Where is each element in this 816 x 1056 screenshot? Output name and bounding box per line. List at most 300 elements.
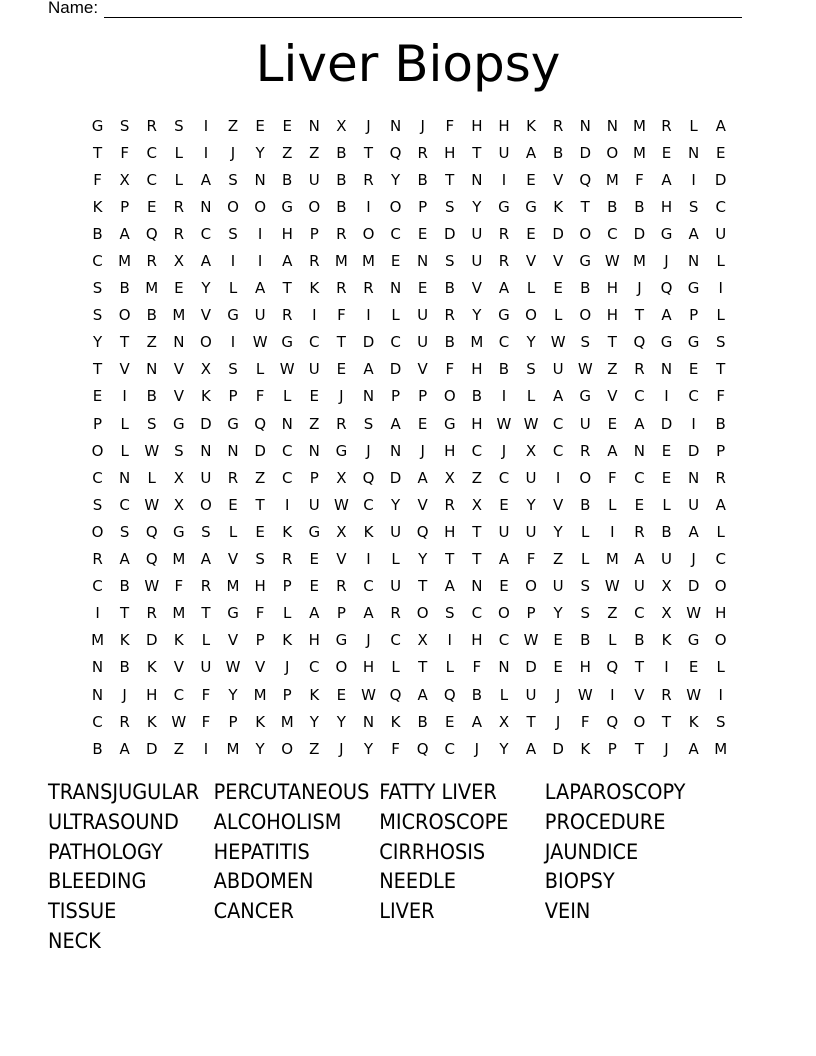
grid-letter[interactable]: Z <box>607 604 618 623</box>
grid-letter[interactable]: O <box>498 604 510 623</box>
grid-letter[interactable]: Q <box>416 522 429 541</box>
grid-letter[interactable]: B <box>580 279 591 298</box>
grid-letter[interactable]: J <box>122 685 127 704</box>
grid-letter[interactable]: V <box>173 360 184 379</box>
grid-letter[interactable]: U <box>417 306 429 325</box>
grid-letter[interactable]: J <box>339 739 344 758</box>
grid-letter[interactable]: N <box>417 252 429 271</box>
grid-letter[interactable]: A <box>688 224 699 243</box>
grid-letter[interactable]: D <box>200 414 212 433</box>
grid-letter[interactable]: A <box>688 739 699 758</box>
grid-letter[interactable]: F <box>120 143 129 162</box>
grid-letter[interactable]: A <box>498 279 510 298</box>
grid-letter[interactable]: C <box>498 631 510 650</box>
grid-letter[interactable]: C <box>634 387 645 406</box>
grid-letter[interactable]: R <box>173 224 185 243</box>
grid-letter[interactable]: W <box>523 631 539 650</box>
grid-letter[interactable]: L <box>120 441 129 460</box>
grid-letter[interactable]: G <box>660 333 673 352</box>
grid-letter[interactable]: Z <box>553 550 564 569</box>
grid-letter[interactable]: I <box>366 306 371 325</box>
grid-letter[interactable]: Q <box>145 522 158 541</box>
grid-letter[interactable]: O <box>91 522 104 541</box>
grid-letter[interactable]: M <box>714 739 728 758</box>
grid-letter[interactable]: B <box>634 631 645 650</box>
grid-letter[interactable]: H <box>308 631 320 650</box>
grid-letter[interactable]: E <box>526 170 536 189</box>
grid-letter[interactable]: X <box>336 468 347 487</box>
grid-letter[interactable]: T <box>418 658 428 677</box>
grid-letter[interactable]: V <box>553 170 564 189</box>
grid-letter[interactable]: B <box>607 197 618 216</box>
grid-letter[interactable]: W <box>604 577 620 596</box>
grid-letter[interactable]: O <box>335 658 348 677</box>
grid-letter[interactable]: X <box>417 631 428 650</box>
grid-letter[interactable]: L <box>201 631 211 650</box>
grid-letter[interactable]: S <box>228 224 238 243</box>
grid-letter[interactable]: D <box>362 333 375 352</box>
grid-letter[interactable]: Z <box>309 739 320 758</box>
grid-letter[interactable]: R <box>146 116 157 135</box>
grid-letter[interactable]: F <box>608 468 617 487</box>
grid-letter[interactable]: N <box>389 116 402 135</box>
grid-letter[interactable]: R <box>552 116 564 135</box>
grid-letter[interactable]: D <box>687 577 700 596</box>
grid-letter[interactable]: K <box>661 631 672 650</box>
grid-letter[interactable]: A <box>661 170 672 189</box>
grid-letter[interactable]: S <box>688 197 699 216</box>
grid-letter[interactable]: U <box>498 143 510 162</box>
grid-letter[interactable]: T <box>201 604 211 623</box>
grid-letter[interactable]: F <box>635 170 644 189</box>
grid-letter[interactable]: S <box>363 414 374 433</box>
grid-letter[interactable]: Z <box>309 414 320 433</box>
grid-letter[interactable]: T <box>363 143 374 162</box>
grid-letter[interactable]: D <box>552 739 564 758</box>
grid-letter[interactable]: L <box>526 279 536 298</box>
grid-letter[interactable]: V <box>607 387 618 406</box>
grid-letter[interactable]: W <box>577 685 593 704</box>
grid-letter[interactable]: G <box>687 333 700 352</box>
grid-letter[interactable]: O <box>308 197 321 216</box>
grid-letter[interactable]: U <box>715 224 727 243</box>
grid-letter[interactable]: V <box>119 360 130 379</box>
grid-letter[interactable]: C <box>390 333 401 352</box>
grid-letter[interactable]: R <box>146 604 157 623</box>
grid-letter[interactable]: L <box>716 658 725 677</box>
grid-letter[interactable]: V <box>417 495 428 514</box>
grid-letter[interactable]: Y <box>418 550 428 569</box>
grid-letter[interactable]: T <box>580 197 590 216</box>
grid-letter[interactable]: S <box>201 522 211 541</box>
grid-letter[interactable]: I <box>501 170 507 189</box>
grid-letter[interactable]: J <box>420 441 425 460</box>
grid-letter[interactable]: M <box>118 252 132 271</box>
grid-letter[interactable]: I <box>555 468 561 487</box>
grid-letter[interactable]: B <box>336 197 347 216</box>
grid-letter[interactable]: N <box>687 143 700 162</box>
grid-letter[interactable]: F <box>580 712 590 731</box>
grid-letter[interactable]: W <box>279 360 295 379</box>
grid-letter[interactable]: O <box>525 306 537 325</box>
grid-letter[interactable]: D <box>525 658 537 677</box>
grid-letter[interactable]: C <box>281 468 293 487</box>
grid-letter[interactable]: F <box>337 306 346 325</box>
grid-letter[interactable]: T <box>120 333 130 352</box>
grid-letter[interactable]: S <box>580 577 590 596</box>
grid-letter[interactable]: Q <box>606 712 619 731</box>
grid-letter[interactable]: I <box>664 658 669 677</box>
grid-letter[interactable]: C <box>173 685 185 704</box>
grid-letter[interactable]: I <box>257 252 263 271</box>
grid-letter[interactable]: R <box>309 252 320 271</box>
grid-letter[interactable]: Q <box>579 170 592 189</box>
grid-letter[interactable]: P <box>255 631 265 650</box>
grid-letter[interactable]: G <box>173 522 185 541</box>
grid-letter[interactable]: A <box>634 414 645 433</box>
grid-letter[interactable]: V <box>553 495 564 514</box>
grid-letter[interactable]: M <box>632 252 646 271</box>
grid-letter[interactable]: A <box>119 739 130 758</box>
grid-letter[interactable]: C <box>715 197 726 216</box>
grid-letter[interactable]: H <box>471 360 483 379</box>
grid-letter[interactable]: L <box>174 143 183 162</box>
grid-letter[interactable]: B <box>444 279 455 298</box>
grid-letter[interactable]: F <box>472 658 482 677</box>
grid-letter[interactable]: O <box>91 441 104 460</box>
grid-letter[interactable]: H <box>444 441 456 460</box>
grid-letter[interactable]: G <box>173 414 185 433</box>
grid-letter[interactable]: A <box>525 143 537 162</box>
grid-letter[interactable]: J <box>664 252 669 271</box>
grid-letter[interactable]: G <box>498 306 510 325</box>
grid-letter[interactable]: I <box>691 414 696 433</box>
grid-letter[interactable]: D <box>579 143 592 162</box>
grid-letter[interactable]: C <box>634 604 645 623</box>
grid-letter[interactable]: C <box>552 414 564 433</box>
grid-letter[interactable]: G <box>227 306 239 325</box>
grid-letter[interactable]: B <box>552 143 564 162</box>
grid-letter[interactable]: M <box>362 252 375 271</box>
grid-letter[interactable]: W <box>171 712 187 731</box>
grid-letter[interactable]: A <box>634 550 645 569</box>
grid-letter[interactable]: U <box>498 522 510 541</box>
grid-letter[interactable]: H <box>254 577 266 596</box>
grid-letter[interactable]: L <box>228 279 238 298</box>
grid-letter[interactable]: J <box>501 441 507 460</box>
grid-letter[interactable]: E <box>309 550 320 569</box>
grid-letter[interactable]: A <box>282 252 293 271</box>
grid-letter[interactable]: V <box>417 360 428 379</box>
grid-letter[interactable]: W <box>496 414 512 433</box>
grid-letter[interactable]: K <box>173 631 184 650</box>
grid-letter[interactable]: M <box>605 550 619 569</box>
grid-letter[interactable]: N <box>389 441 402 460</box>
grid-letter[interactable]: E <box>255 522 265 541</box>
grid-letter[interactable]: L <box>526 387 536 406</box>
grid-letter[interactable]: S <box>119 116 130 135</box>
grid-letter[interactable]: W <box>686 685 702 704</box>
grid-letter[interactable]: J <box>420 116 425 135</box>
grid-letter[interactable]: Y <box>309 712 319 731</box>
grid-letter[interactable]: L <box>174 170 183 189</box>
grid-letter[interactable]: U <box>417 333 429 352</box>
grid-letter[interactable]: C <box>498 333 510 352</box>
grid-letter[interactable]: I <box>501 387 507 406</box>
grid-letter[interactable]: P <box>336 604 346 623</box>
grid-letter[interactable]: C <box>390 224 401 243</box>
grid-letter[interactable]: N <box>389 279 402 298</box>
grid-letter[interactable]: K <box>309 279 320 298</box>
grid-letter[interactable]: Y <box>363 739 374 758</box>
grid-letter[interactable]: Y <box>499 739 509 758</box>
grid-letter[interactable]: C <box>200 224 212 243</box>
grid-letter[interactable]: R <box>390 604 401 623</box>
grid-letter[interactable]: E <box>309 387 320 406</box>
grid-letter[interactable]: P <box>689 306 699 325</box>
grid-letter[interactable]: G <box>660 224 673 243</box>
grid-letter[interactable]: V <box>634 685 645 704</box>
grid-letter[interactable]: U <box>200 658 212 677</box>
grid-letter[interactable]: B <box>92 224 103 243</box>
grid-letter[interactable]: Y <box>336 712 346 731</box>
grid-letter[interactable]: F <box>716 387 726 406</box>
grid-letter[interactable]: U <box>579 414 591 433</box>
grid-letter[interactable]: Q <box>606 658 619 677</box>
grid-letter[interactable]: A <box>661 306 672 325</box>
grid-letter[interactable]: S <box>255 550 265 569</box>
grid-letter[interactable]: N <box>687 468 700 487</box>
grid-letter[interactable]: A <box>363 360 374 379</box>
grid-letter[interactable]: E <box>92 387 103 406</box>
grid-letter[interactable]: K <box>688 712 699 731</box>
grid-letter[interactable]: E <box>499 495 509 514</box>
grid-letter[interactable]: O <box>579 224 592 243</box>
grid-letter[interactable]: X <box>173 495 184 514</box>
grid-letter[interactable]: U <box>308 495 320 514</box>
grid-letter[interactable]: K <box>201 387 211 406</box>
grid-letter[interactable]: C <box>281 441 293 460</box>
grid-letter[interactable]: V <box>227 631 239 650</box>
grid-letter[interactable]: R <box>336 577 347 596</box>
grid-letter[interactable]: L <box>662 495 671 514</box>
grid-letter[interactable]: Y <box>553 604 563 623</box>
grid-letter[interactable]: Q <box>145 550 158 569</box>
grid-letter[interactable]: I <box>447 631 452 650</box>
grid-letter[interactable]: C <box>715 550 726 569</box>
grid-letter[interactable]: R <box>363 170 374 189</box>
grid-letter[interactable]: M <box>226 577 240 596</box>
grid-letter[interactable]: T <box>92 143 103 162</box>
grid-letter[interactable]: U <box>661 550 672 569</box>
grid-letter[interactable]: B <box>417 712 428 731</box>
grid-letter[interactable]: P <box>716 441 726 460</box>
grid-letter[interactable]: J <box>366 441 371 460</box>
grid-letter[interactable]: A <box>200 252 212 271</box>
grid-letter[interactable]: N <box>91 685 104 704</box>
grid-letter[interactable]: R <box>661 116 672 135</box>
grid-letter[interactable]: U <box>471 224 483 243</box>
grid-letter[interactable]: E <box>146 197 157 216</box>
grid-letter[interactable]: U <box>525 522 537 541</box>
grid-letter[interactable]: O <box>200 333 212 352</box>
grid-letter[interactable]: I <box>312 306 317 325</box>
grid-letter[interactable]: B <box>282 170 293 189</box>
grid-letter[interactable]: A <box>390 414 401 433</box>
grid-letter[interactable]: Z <box>227 116 239 135</box>
grid-letter[interactable]: N <box>227 441 239 460</box>
grid-letter[interactable]: R <box>661 685 672 704</box>
grid-letter[interactable]: T <box>418 577 428 596</box>
grid-letter[interactable]: H <box>471 631 483 650</box>
grid-letter[interactable]: H <box>444 143 456 162</box>
grid-letter[interactable]: D <box>714 170 727 189</box>
grid-letter[interactable]: Y <box>526 333 536 352</box>
grid-letter[interactable]: T <box>472 522 482 541</box>
grid-letter[interactable]: N <box>146 360 158 379</box>
grid-letter[interactable]: N <box>362 712 375 731</box>
grid-letter[interactable]: N <box>308 116 320 135</box>
grid-letter[interactable]: N <box>606 116 618 135</box>
grid-letter[interactable]: R <box>336 414 347 433</box>
grid-letter[interactable]: B <box>580 495 591 514</box>
grid-letter[interactable]: Q <box>145 224 158 243</box>
grid-letter[interactable]: A <box>119 550 130 569</box>
grid-letter[interactable]: U <box>308 360 320 379</box>
grid-letter[interactable]: S <box>228 170 238 189</box>
grid-letter[interactable]: W <box>144 577 160 596</box>
grid-letter[interactable]: L <box>716 306 725 325</box>
grid-letter[interactable]: B <box>146 306 157 325</box>
grid-letter[interactable]: T <box>255 495 265 514</box>
grid-letter[interactable]: C <box>498 468 510 487</box>
grid-letter[interactable]: L <box>228 522 238 541</box>
grid-letter[interactable]: V <box>254 658 266 677</box>
grid-letter[interactable]: C <box>119 495 130 514</box>
grid-letter[interactable]: S <box>92 495 103 514</box>
grid-letter[interactable]: U <box>525 685 537 704</box>
grid-letter[interactable]: H <box>606 306 618 325</box>
grid-letter[interactable]: T <box>661 712 672 731</box>
grid-letter[interactable]: B <box>661 522 672 541</box>
grid-letter[interactable]: E <box>228 495 238 514</box>
grid-letter[interactable]: A <box>309 604 320 623</box>
grid-letter[interactable]: Y <box>255 739 265 758</box>
grid-letter[interactable]: W <box>144 441 160 460</box>
grid-letter[interactable]: H <box>471 116 483 135</box>
grid-letter[interactable]: G <box>335 631 348 650</box>
grid-letter[interactable]: I <box>366 550 371 569</box>
grid-letter[interactable]: A <box>363 604 374 623</box>
grid-letter[interactable]: M <box>226 739 240 758</box>
grid-letter[interactable]: E <box>445 712 455 731</box>
grid-letter[interactable]: R <box>580 441 591 460</box>
grid-letter[interactable]: L <box>689 116 698 135</box>
grid-letter[interactable]: N <box>660 360 673 379</box>
grid-letter[interactable]: B <box>119 577 130 596</box>
grid-letter[interactable]: T <box>445 170 455 189</box>
grid-letter[interactable]: W <box>144 495 160 514</box>
grid-letter[interactable]: C <box>471 441 483 460</box>
grid-letter[interactable]: E <box>661 468 672 487</box>
grid-letter[interactable]: Z <box>254 468 266 487</box>
grid-letter[interactable]: P <box>391 387 401 406</box>
grid-letter[interactable]: S <box>174 441 184 460</box>
grid-letter[interactable]: P <box>228 712 238 731</box>
grid-letter[interactable]: A <box>119 224 130 243</box>
grid-letter[interactable]: R <box>336 279 347 298</box>
grid-letter[interactable]: B <box>634 197 645 216</box>
grid-letter[interactable]: M <box>632 116 646 135</box>
grid-letter[interactable]: J <box>691 550 696 569</box>
grid-letter[interactable]: B <box>498 360 510 379</box>
grid-letter[interactable]: E <box>607 414 618 433</box>
grid-letter[interactable]: P <box>120 197 130 216</box>
grid-letter[interactable]: E <box>688 658 699 677</box>
grid-letter[interactable]: E <box>417 279 428 298</box>
grid-letter[interactable]: U <box>552 577 564 596</box>
grid-letter[interactable]: A <box>688 522 699 541</box>
grid-letter[interactable]: I <box>230 252 236 271</box>
grid-letter[interactable]: X <box>471 495 482 514</box>
grid-letter[interactable]: U <box>688 495 700 514</box>
grid-letter[interactable]: O <box>633 712 646 731</box>
grid-letter[interactable]: T <box>634 739 644 758</box>
grid-letter[interactable]: E <box>661 441 672 460</box>
grid-letter[interactable]: R <box>715 468 726 487</box>
grid-letter[interactable]: U <box>254 306 266 325</box>
grid-letter[interactable]: C <box>552 441 564 460</box>
grid-letter[interactable]: F <box>93 170 102 189</box>
grid-letter[interactable]: O <box>714 631 727 650</box>
grid-letter[interactable]: E <box>390 252 401 271</box>
grid-letter[interactable]: I <box>284 495 290 514</box>
grid-letter[interactable]: Y <box>92 333 103 352</box>
grid-letter[interactable]: U <box>308 170 320 189</box>
grid-letter[interactable]: A <box>417 685 428 704</box>
grid-letter[interactable]: H <box>715 604 727 623</box>
grid-letter[interactable]: S <box>228 360 238 379</box>
grid-letter[interactable]: L <box>553 306 563 325</box>
grid-letter[interactable]: C <box>634 468 645 487</box>
grid-letter[interactable]: A <box>200 170 212 189</box>
grid-letter[interactable]: N <box>633 441 646 460</box>
grid-letter[interactable]: H <box>579 658 591 677</box>
grid-letter[interactable]: X <box>498 712 510 731</box>
grid-letter[interactable]: H <box>362 658 375 677</box>
grid-letter[interactable]: E <box>336 685 347 704</box>
grid-letter[interactable]: J <box>637 279 642 298</box>
grid-letter[interactable]: N <box>687 252 700 271</box>
grid-letter[interactable]: U <box>390 522 402 541</box>
grid-letter[interactable]: T <box>336 333 346 352</box>
grid-letter[interactable]: Q <box>416 739 429 758</box>
grid-letter[interactable]: B <box>444 333 455 352</box>
grid-letter[interactable]: L <box>581 522 590 541</box>
grid-letter[interactable]: X <box>173 252 184 271</box>
grid-letter[interactable]: U <box>525 468 537 487</box>
grid-letter[interactable]: Z <box>282 143 293 162</box>
grid-letter[interactable]: V <box>553 252 564 271</box>
grid-letter[interactable]: V <box>200 306 212 325</box>
grid-letter[interactable]: F <box>174 577 184 596</box>
grid-letter[interactable]: W <box>577 360 593 379</box>
grid-letter[interactable]: K <box>526 116 536 135</box>
grid-letter[interactable]: O <box>118 306 131 325</box>
grid-letter[interactable]: D <box>660 414 673 433</box>
grid-letter[interactable]: I <box>203 739 209 758</box>
grid-letter[interactable]: C <box>363 577 374 596</box>
